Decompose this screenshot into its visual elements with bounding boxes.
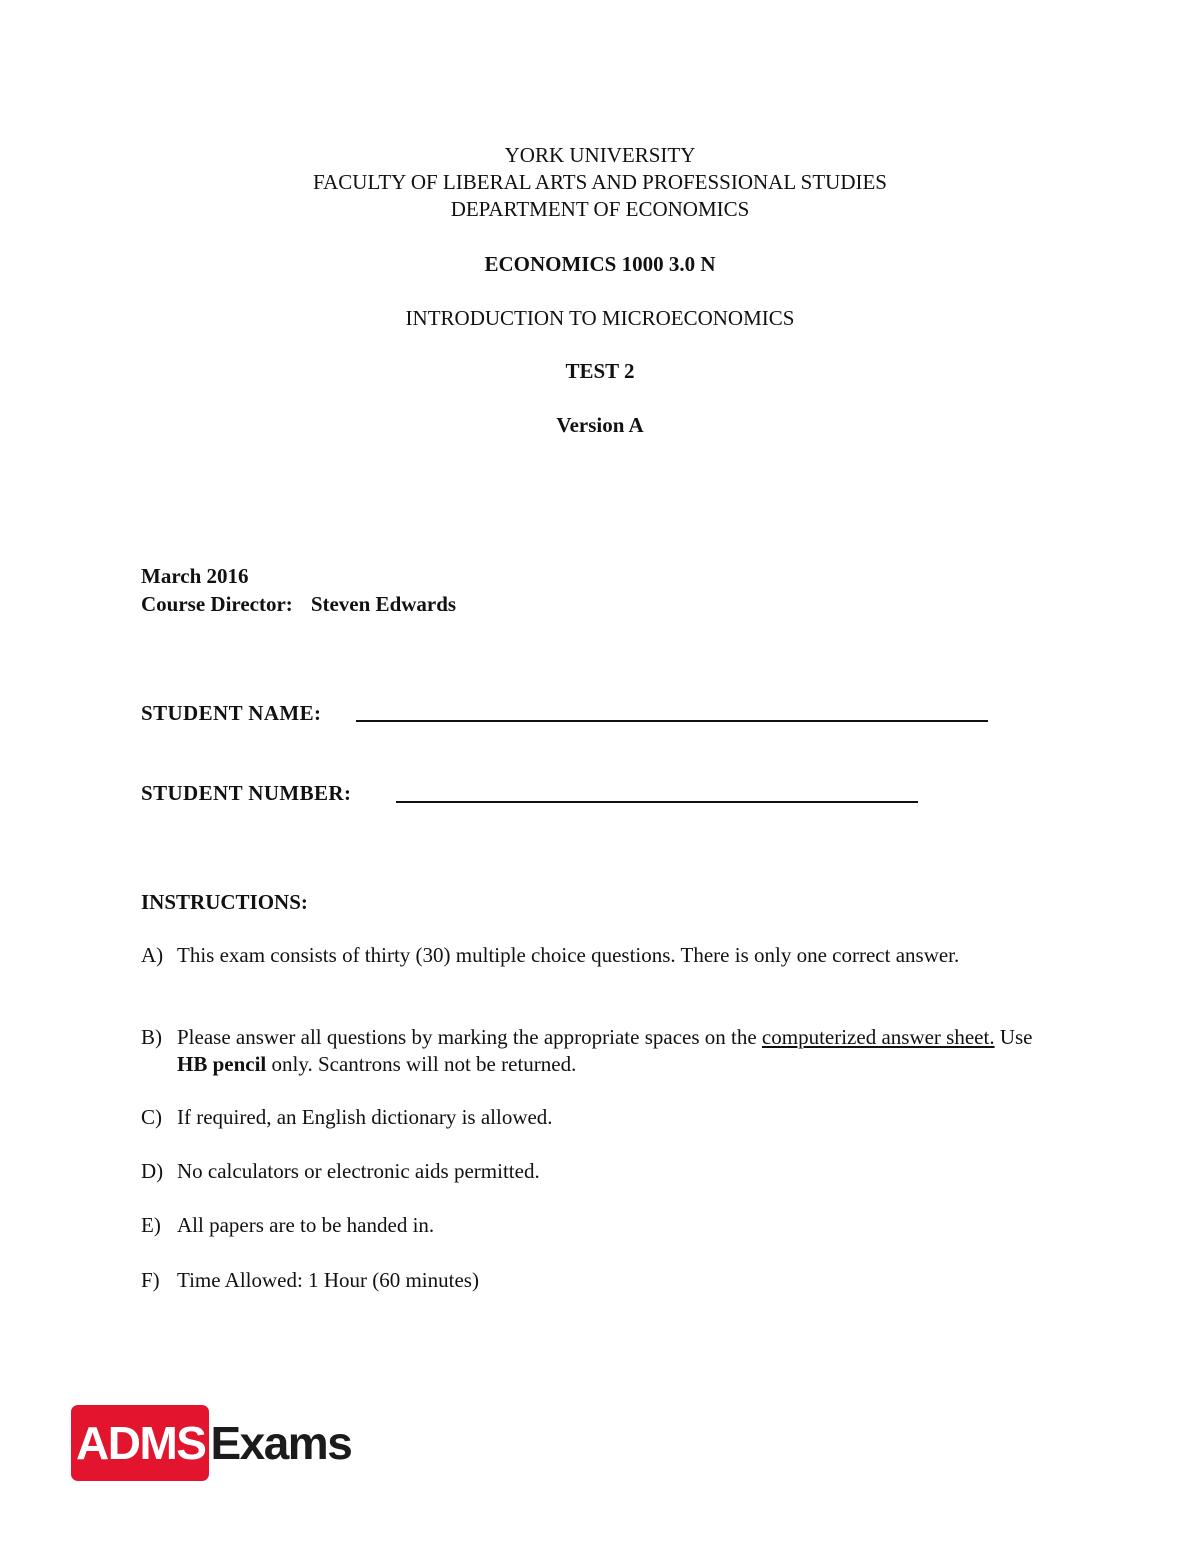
course-director-label: Course Director:: [141, 592, 293, 616]
instruction-e-letter: E): [141, 1213, 161, 1237]
instruction-b-part-1: Please answer all questions by marking the appropriate spaces on the: [177, 1025, 762, 1049]
student-name-label: STUDENT NAME:: [141, 701, 322, 725]
test-version: Version A: [556, 413, 644, 437]
faculty-name: FACULTY OF LIBERAL ARTS AND PROFESSIONAL STUDIES: [313, 170, 887, 194]
instruction-b-underlined: computerized answer sheet.: [761, 1025, 995, 1049]
student-number-line: [396, 801, 918, 803]
test-number: TEST 2: [565, 359, 635, 383]
instruction-f-text: Time Allowed: 1 Hour (60 minutes): [177, 1268, 479, 1292]
course-director: [141, 591, 456, 617]
instruction-c-text: If required, an English dictionary is allowed.: [177, 1105, 553, 1129]
instruction-e-text: All papers are to be handed in.: [177, 1213, 435, 1237]
course-title: INTRODUCTION TO MICROECONOMICS: [405, 306, 795, 330]
instruction-b-letter: B): [141, 1025, 162, 1049]
logo-rest-text: Exams: [210, 1417, 352, 1469]
instruction-b-part-3: only. Scantrons will not be returned.: [266, 1052, 577, 1076]
instruction-d-letter: D): [141, 1159, 164, 1183]
instruction-c-letter: C): [141, 1105, 162, 1129]
exam-date: March 2016: [141, 564, 249, 588]
instruction-a-letter: A): [141, 943, 164, 967]
course-director-name: Steven Edwards: [310, 592, 457, 616]
instruction-b-bold: HB pencil: [177, 1052, 267, 1076]
logo-boxed-text: ADMS: [71, 1405, 209, 1481]
course-code: ECONOMICS 1000 3.0 N: [484, 252, 716, 276]
adms-exams-logo: [71, 1405, 351, 1481]
student-number-label: STUDENT NUMBER:: [141, 781, 352, 805]
instruction-b-part-2: Use: [994, 1025, 1033, 1049]
student-name-line: [356, 720, 988, 722]
instruction-d-text: No calculators or electronic aids permitted.: [177, 1159, 540, 1183]
instructions-heading: INSTRUCTIONS:: [141, 890, 308, 914]
department-name: DEPARTMENT OF ECONOMICS: [450, 197, 750, 221]
instruction-a-text: This exam consists of thirty (30) multiple choice questions. There is only one correct answer.: [177, 943, 960, 967]
instruction-b-text: [177, 1024, 1057, 1078]
university-name: YORK UNIVERSITY: [504, 143, 696, 167]
instruction-f-letter: F): [141, 1268, 160, 1292]
